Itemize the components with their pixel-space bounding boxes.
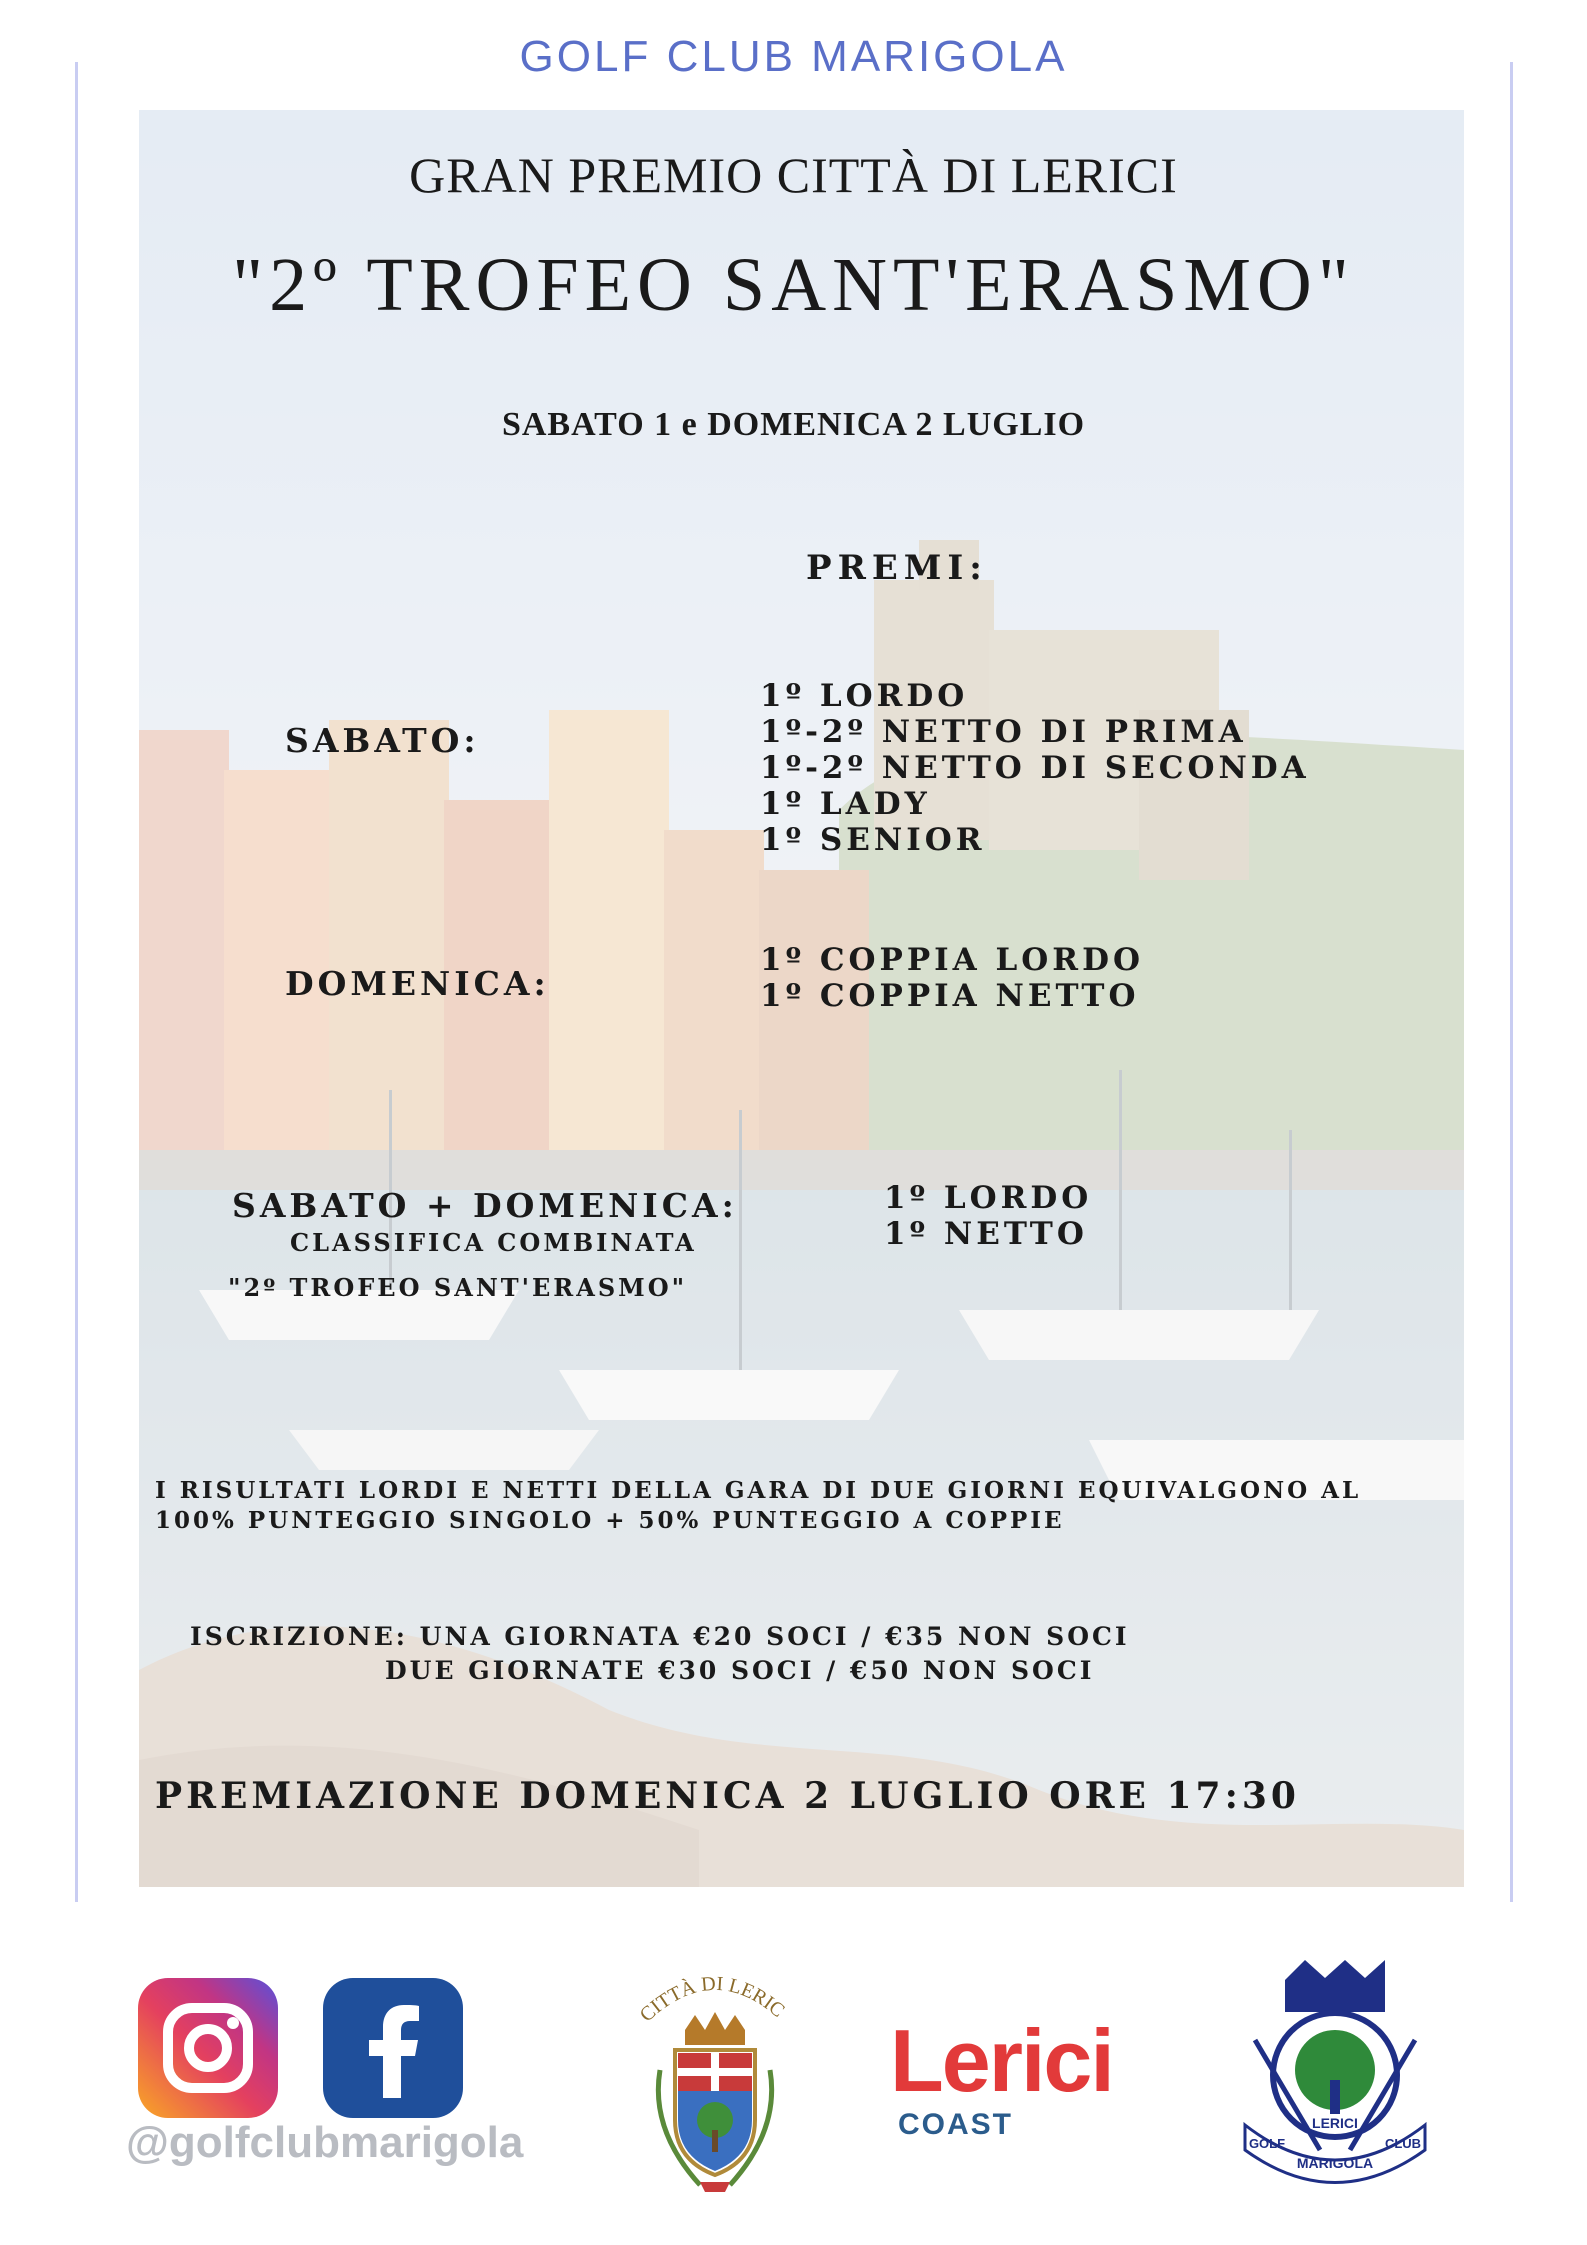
combined-prize-item: 1º LORDO [884, 1180, 1093, 1216]
instagram-icon[interactable] [138, 1978, 278, 2118]
frame-line-left [75, 62, 78, 1902]
combined-sublabel: CLASSIFICA COMBINATA [290, 1228, 697, 1257]
lerici-coast-logo-name: Lerici [890, 2011, 1113, 2110]
club-badge-mid-text: MARIGOLA [1296, 2155, 1374, 2171]
sunday-prize-item: 1º COPPIA NETTO [760, 978, 1140, 1014]
social-handle[interactable]: @golfclubmarigola [126, 2118, 524, 2167]
fee-line-two-days: DUE GIORNATE €30 SOCI / €50 NON SOCI [385, 1656, 1095, 1685]
event-subtitle: GRAN PREMIO CITTÀ DI LERICI [409, 147, 1178, 203]
saturday-prize-item: 1º LORDO [760, 678, 969, 714]
sunday-prize-item: 1º COPPIA LORDO [760, 942, 1144, 978]
event-title: "2º TROFEO SANT'ERASMO" [232, 243, 1355, 327]
club-badge-emblem [1225, 1950, 1445, 2200]
saturday-prize-item: 1º SENIOR [760, 822, 986, 858]
sunday-label: DOMENICA: [285, 964, 550, 1003]
club-name-header: GOLF CLUB MARIGOLA [519, 32, 1068, 81]
golf-club-marigola-badge [1225, 1950, 1445, 2200]
combined-label: SABATO + DOMENICA: [232, 1186, 738, 1225]
prizes-heading: PREMI: [806, 548, 988, 588]
city-crest-text: CITTÀ DI LERIC [635, 1972, 789, 2027]
combined-prize-item: 1º NETTO [884, 1216, 1088, 1252]
combined-prize-list [884, 1180, 1092, 1252]
svg-text:CITTÀ DI LERICI [630, 1960, 789, 2026]
frame-line-right [1510, 62, 1513, 1902]
event-dates: SABATO 1 e DOMENICA 2 LUGLIO [501, 406, 1086, 443]
award-ceremony: PREMIAZIONE DOMENICA 2 LUGLIO ORE 17:30 [155, 1775, 1300, 1817]
results-rule-line: 100% PUNTEGGIO SINGOLO + 50% PUNTEGGIO A COPPIE [155, 1507, 1065, 1534]
saturday-prize-list [760, 678, 1310, 858]
facebook-icon[interactable] [323, 1978, 463, 2118]
instagram-glyph [138, 1978, 278, 2118]
combined-trophy: "2º TROFEO SANT'ERASMO" [228, 1273, 688, 1302]
facebook-glyph [323, 1978, 463, 2118]
saturday-prize-item: 1º LADY [760, 786, 931, 822]
fee-line-one-day: ISCRIZIONE: UNA GIORNATA €20 SOCI / €35 NON SOCI [190, 1622, 1130, 1651]
club-badge-right-text: CLUB [1384, 2136, 1422, 2151]
city-of-lerici-crest [630, 1960, 800, 2200]
lerici-coast-logo-sub: COAST [898, 2108, 1013, 2141]
club-badge-left-text: GOLF [1248, 2136, 1286, 2151]
city-crest-emblem [630, 1960, 800, 2200]
saturday-prize-item: 1º-2º NETTO DI PRIMA [760, 714, 1247, 750]
registration-fees [190, 1620, 1130, 1688]
saturday-prize-item: 1º-2º NETTO DI SECONDA [760, 750, 1310, 786]
club-badge-top-text: LERICI [1312, 2115, 1358, 2131]
results-rule-note [155, 1476, 1361, 1536]
saturday-label: SABATO: [285, 721, 480, 760]
sunday-prize-list [760, 942, 1144, 1014]
results-rule-line: I RISULTATI LORDI E NETTI DELLA GARA DI DUE GIORNI EQUIVALGONO AL [155, 1477, 1362, 1504]
